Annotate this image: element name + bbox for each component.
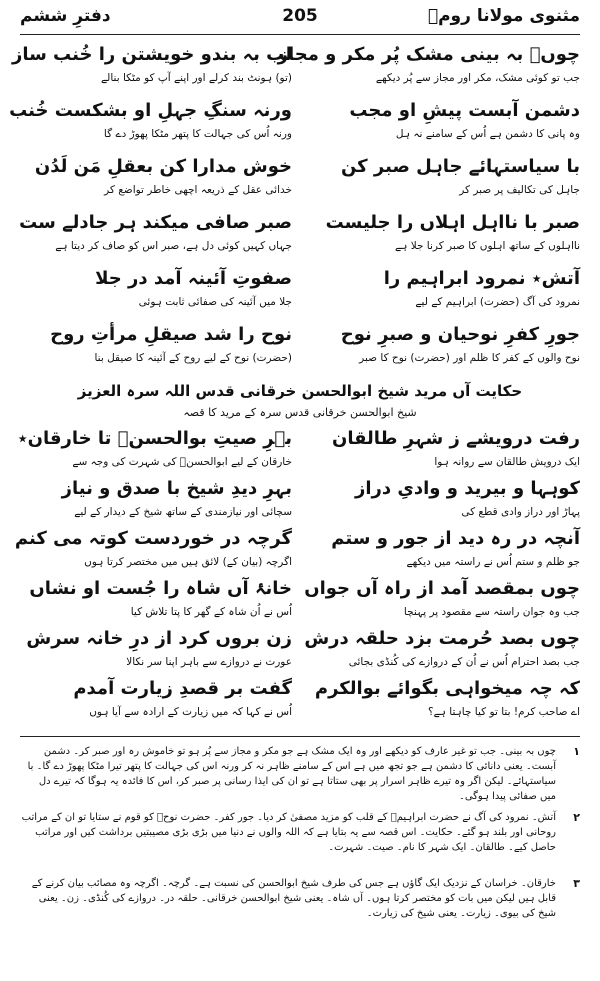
footnote-text: خارقان۔ خراسان کے نزدیک ایک گاؤں ہے جس کی طرف شیخ ابوالحسن کی نسبت ہے۔ گرچہ۔ اگرچہ وہ مصائب بیان کرنے کے قابل ہیں لیکن میں بات کو مختصر کرتا ہوں۔ آں شاہ۔ یعنی شیخ ابوالحسن خرقانی۔ حلقہ در۔ دروازے کی کُنڈی۔ زن۔ یعنی شیخ کی بیوی۔ زیارت۔ یعنی شیخ کی زیارت۔	[31, 878, 556, 919]
verse-first-hemistich: چوں بصد حُرمت بزد حلقہ درش	[304, 628, 580, 649]
translation-first: نوح والوں کے کفر کا ظلم اور (حضرت) نوح کا صبر	[359, 352, 580, 364]
verse-second-hemistich: صبر صافی میکند ہر جادلے ست	[19, 212, 292, 233]
footnote-rule	[20, 736, 580, 737]
translation-second: عورت نے دروازے سے باہر اپنا سر نکالا	[126, 656, 292, 668]
translation-first: نااہلوں کے ساتھ اہلوں کا صبر کرنا جلا ہے	[395, 240, 580, 252]
footnote	[20, 810, 580, 870]
footnote-number: ١	[573, 745, 580, 758]
translation-second: خدائی عقل کے ذریعہ اچھی خاطر تواضع کر	[104, 184, 292, 196]
verse-first-hemistich: آتش٭ نمرود ابراہیم را	[383, 268, 580, 289]
translation-second: خارقان کے لیے ابوالحسنؒ کی شہرت کی وجہ سے	[72, 456, 292, 468]
translation-second: جہاں کہیں کوئی دل ہے، صبر اس کو صاف کر دیتا ہے	[55, 240, 292, 252]
verse-first-hemistich: کوہہا و بیرید و وادیِ دراز	[355, 478, 580, 499]
footnote-number: ٣	[573, 877, 580, 890]
translation-first: نمرود کی آگ (حضرت) ابراہیم کے لیے	[415, 296, 580, 308]
translation-second: سچائی اور نیازمندی کے ساتھ شیخ کے دیدار کے لیے	[74, 506, 292, 518]
translation-second: (تو) ہونٹ بند کرلے اور اپنے آپ کو مٹکا بنالے	[100, 72, 292, 84]
verse-second-hemistich: زن بروں کرد از درِ خانہ سرش	[26, 628, 292, 649]
verse-second-hemistich: ورنہ سنگِ جہلِ او بشکست خُنب	[9, 100, 292, 121]
translation-first: جو ظلم و ستم اُس نے راستہ میں دیکھے	[406, 556, 580, 568]
footnote	[20, 876, 580, 936]
translation-first: وہ پانی کا دشمن ہے اُس کے سامنے نہ ہل	[395, 128, 580, 140]
verse-first-hemistich: چوںؒ بہ بینی مشک پُر مکر و مجاز	[277, 44, 580, 65]
section-heading: حکایت آں مرید شیخ ابوالحسن خرقانی قدس اللہ سرہ العزیز	[77, 382, 523, 400]
verse-first-hemistich: صبر با نااہل اہلاں را جلیست	[325, 212, 580, 233]
section-heading-translation: شیخ ابوالحسن خرقانی قدس سرہ کے مرید کا قصہ	[183, 406, 417, 419]
translation-first: جب وہ جوان راستہ سے مقصود پر پہنچا	[403, 606, 580, 618]
verse-second-hemistich: گفت بر قصدِ زیارت آمدم	[73, 678, 292, 699]
verse-first-hemistich: جورِ کفرِ نوحیان و صبرِ نوح	[340, 324, 580, 345]
translation-first: پہاڑ اور دراز وادی قطع کی	[461, 506, 580, 518]
verse-first-hemistich: کہ چہ میخواہی بگوائے بوالکرم	[314, 678, 580, 699]
page-header	[20, 6, 580, 34]
translation-second: ورنہ اُس کی جہالت کا پتھر مٹکا پھوڑ دے گا	[103, 128, 292, 140]
book-title: مثنوی مولانا رومؒ	[427, 6, 580, 26]
footnote-text: چوں بہ بینی۔ جب تو غیر عارف کو دیکھے اور وہ ایک مشک ہے جو مکر و مجاز سے پُر ہو تو خاموش رہ اور صبر کر۔ دشمن آبست۔ یعنی دانائی کا دشمن ہے جو تجھ میں ہے اس کے سامنے ظاہر نہ کر ورنہ اس کی جہالت کا پتھر تیرا مٹکا پھوڑ دے گا۔ با سیاستہائے۔ لیکن اگر وہ تیرے ظاہر اسرار پر بھی ستاتا ہے تو ان کی ایذا رسانی پر صبر کر، اس کا فائدہ یہ ہوگا کہ تیرے دل میں صفائی پیدا ہوگی۔	[27, 746, 556, 802]
page-number: 205	[282, 6, 318, 26]
footnote	[20, 744, 580, 804]
verse-second-hemistich: گرچہ در خوردست کوتہ می کنم	[14, 528, 292, 549]
verse-first-hemistich: با سیاستہائے جاہل صبر کن	[340, 156, 580, 177]
verse-second-hemistich: بہرِ دیدِ شیخ با صدق و نیاز	[61, 478, 292, 499]
verse-first-hemistich: آنچہ در رہ دید از جور و ستم	[331, 528, 580, 549]
footnote-text: آتش۔ نمرود کی آگ نے حضرت ابراہیمؑ کے قلب کو مزید مصفیٰ کر دیا۔ جور کفر۔ حضرت نوحؑ کو قوم نے ستایا تو ان کے مراتب روحانی اور بلند ہو گئے۔ حکایت۔ اس قصہ سے یہ بتایا ہے کہ اللہ والوں نے دنیا میں بڑی بڑی مصیبتیں برداشت کیں اور مراتب حاصل کیے۔ طالقان۔ ایک شہر کا نام۔ صیت۔ شہرت۔	[21, 812, 556, 853]
header-rule	[20, 34, 580, 35]
translation-first: جب تو کوئی مشک، مکر اور مجاز سے پُر دیکھے	[375, 72, 580, 84]
translation-second: اُس نے اُن شاہ کے گھر کا پتا تلاش کیا	[130, 606, 292, 618]
translation-second: جلا میں آئینہ کی صفائی ثابت ہوئی	[138, 296, 292, 308]
verse-first-hemistich: رفت درویشے ز شہرِ طالقان	[331, 428, 580, 449]
verse-second-hemistich: نوح را شد صیقلِ مرأتِ روح	[50, 324, 292, 345]
translation-second: (حضرت) نوح کے لیے روح کے آئینہ کا صیقل بنا	[94, 352, 292, 364]
translation-second: اگرچہ (بیان کے) لائق ہیں میں مختصر کرتا ہوں	[84, 556, 292, 568]
verse-second-hemistich: خوش مدارا کن بعقلِ مَن لَدُن	[34, 156, 292, 177]
volume-label: دفترِ ششم	[20, 6, 111, 26]
translation-first: اے صاحب کرم! بتا تو کیا چاہتا ہے؟	[428, 706, 580, 718]
translation-first: جاہل کی تکالیف پر صبر کر	[459, 184, 580, 196]
translation-second: اُس نے کہا کہ میں زیارت کے ارادہ سے آیا ہوں	[89, 706, 292, 718]
verse-second-hemistich: لب بہ بندو خویشتن را خُنب ساز	[11, 44, 292, 65]
translation-first: جب بصد احترام اُس نے اُن کے دروازے کی کُنڈی بجائی	[348, 656, 580, 668]
translation-first: ایک درویش طالقان سے روانہ ہوا	[434, 456, 580, 468]
verse-first-hemistich: دشمن آبست پیشِ او مجب	[349, 100, 580, 121]
verse-second-hemistich: بہرِ صیتِ بوالحسنؒ تا خارقان٭	[17, 428, 292, 449]
footnote-number: ٢	[573, 811, 580, 824]
verse-second-hemistich: صفوتِ آئینہ آمد در جلا	[95, 268, 292, 289]
verse-first-hemistich: چوں بمقصد آمد از راہ آں جواں	[304, 578, 580, 599]
verse-second-hemistich: خانۂ آں شاہ را جُست او نشاں	[29, 578, 292, 599]
